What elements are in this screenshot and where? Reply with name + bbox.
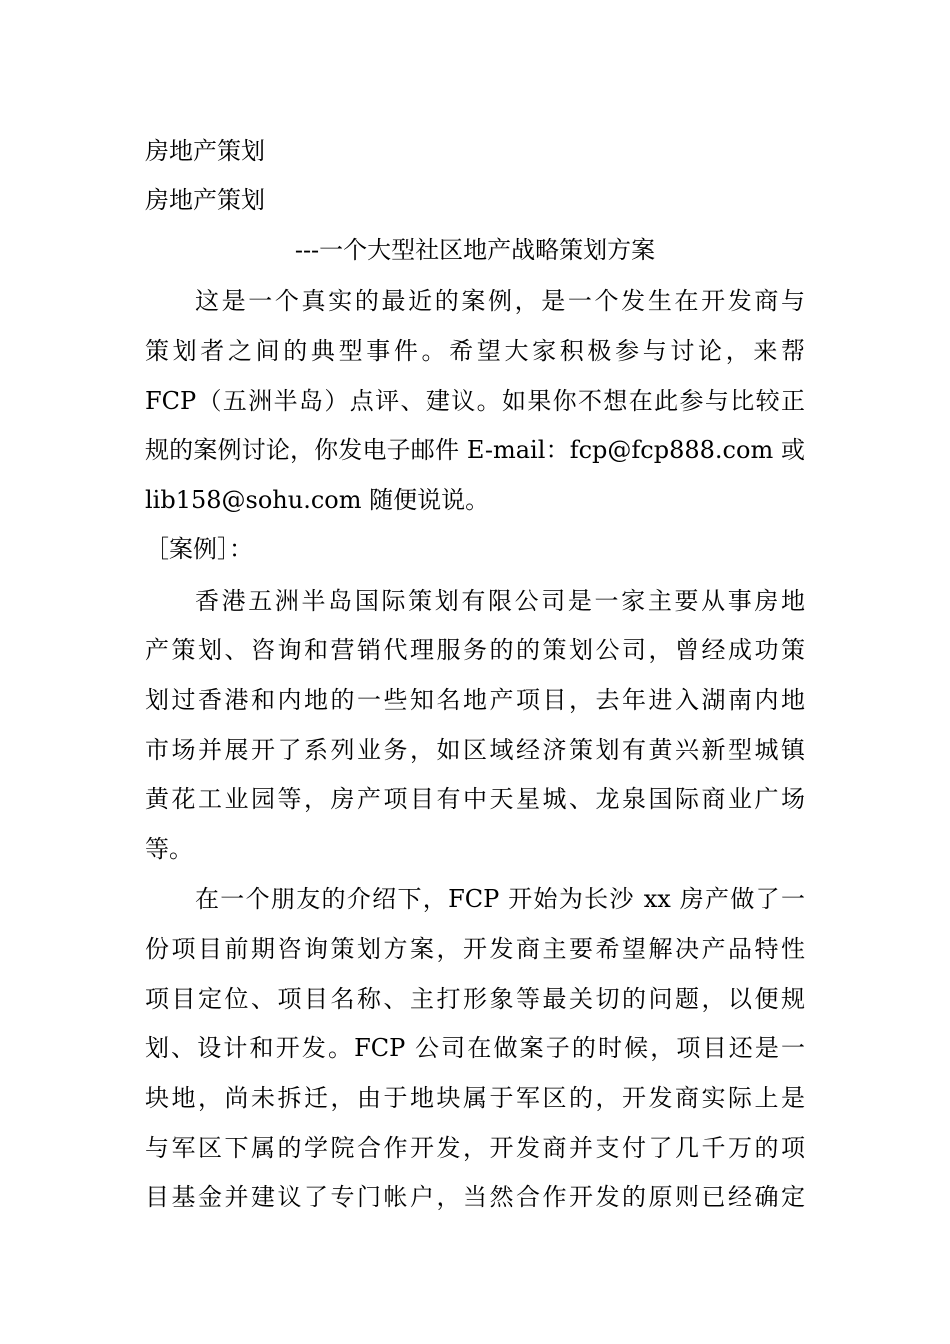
intro-line: FCP（五洲半岛）点评、建议。如果你不想在此参与比较正 [145,387,805,415]
document-subtitle: ---一个大型社区地产战略策划方案 [294,236,656,264]
paragraph-line: 划、设计和开发。FCP 公司在做案子的时候，项目还是一 [145,1034,805,1062]
paragraph-line: 香港五洲半岛国际策划有限公司是一家主要从事房地 [195,587,805,615]
document-heading-repeat: 房地产策划 [145,186,265,214]
paragraph-line: 市场并展开了系列业务，如区域经济策划有黄兴新型城镇 [145,736,805,764]
intro-line: lib158@sohu.com 随便说说。 [145,486,490,514]
paragraph-line: 块地，尚未拆迁，由于地块属于军区的，开发商实际上是 [145,1084,805,1112]
paragraph-line: 在一个朋友的介绍下，FCP 开始为长沙 xx 房产做了一 [195,885,805,913]
paragraph-line: 等。 [145,835,193,863]
paragraph-line: 黄花工业园等，房产项目有中天星城、龙泉国际商业广场 [145,785,805,813]
paragraph-line: 项目定位、项目名称、主打形象等最关切的问题，以便规 [145,985,805,1013]
paragraph-line: 份项目前期咨询策划方案，开发商主要希望解决产品特性 [145,935,805,963]
paragraph-line: 划过香港和内地的一些知名地产项目，去年进入湖南内地 [145,686,805,714]
paragraph-line: 产策划、咨询和营销代理服务的的策划公司，曾经成功策 [145,636,805,664]
document-heading: 房地产策划 [145,137,265,165]
paragraph-line: 目基金并建议了专门帐户，当然合作开发的原则已经确定 [145,1183,805,1211]
case-label: ［案例］： [145,535,253,563]
intro-line: 这是一个真实的最近的案例，是一个发生在开发商与 [195,287,805,315]
paragraph-line: 与军区下属的学院合作开发，开发商并支付了几千万的项 [145,1134,805,1162]
intro-line: 规的案例讨论，你发电子邮件 E-mail：fcp@fcp888.com 或 [145,436,805,464]
intro-line: 策划者之间的典型事件。希望大家积极参与讨论，来帮 [145,337,805,365]
